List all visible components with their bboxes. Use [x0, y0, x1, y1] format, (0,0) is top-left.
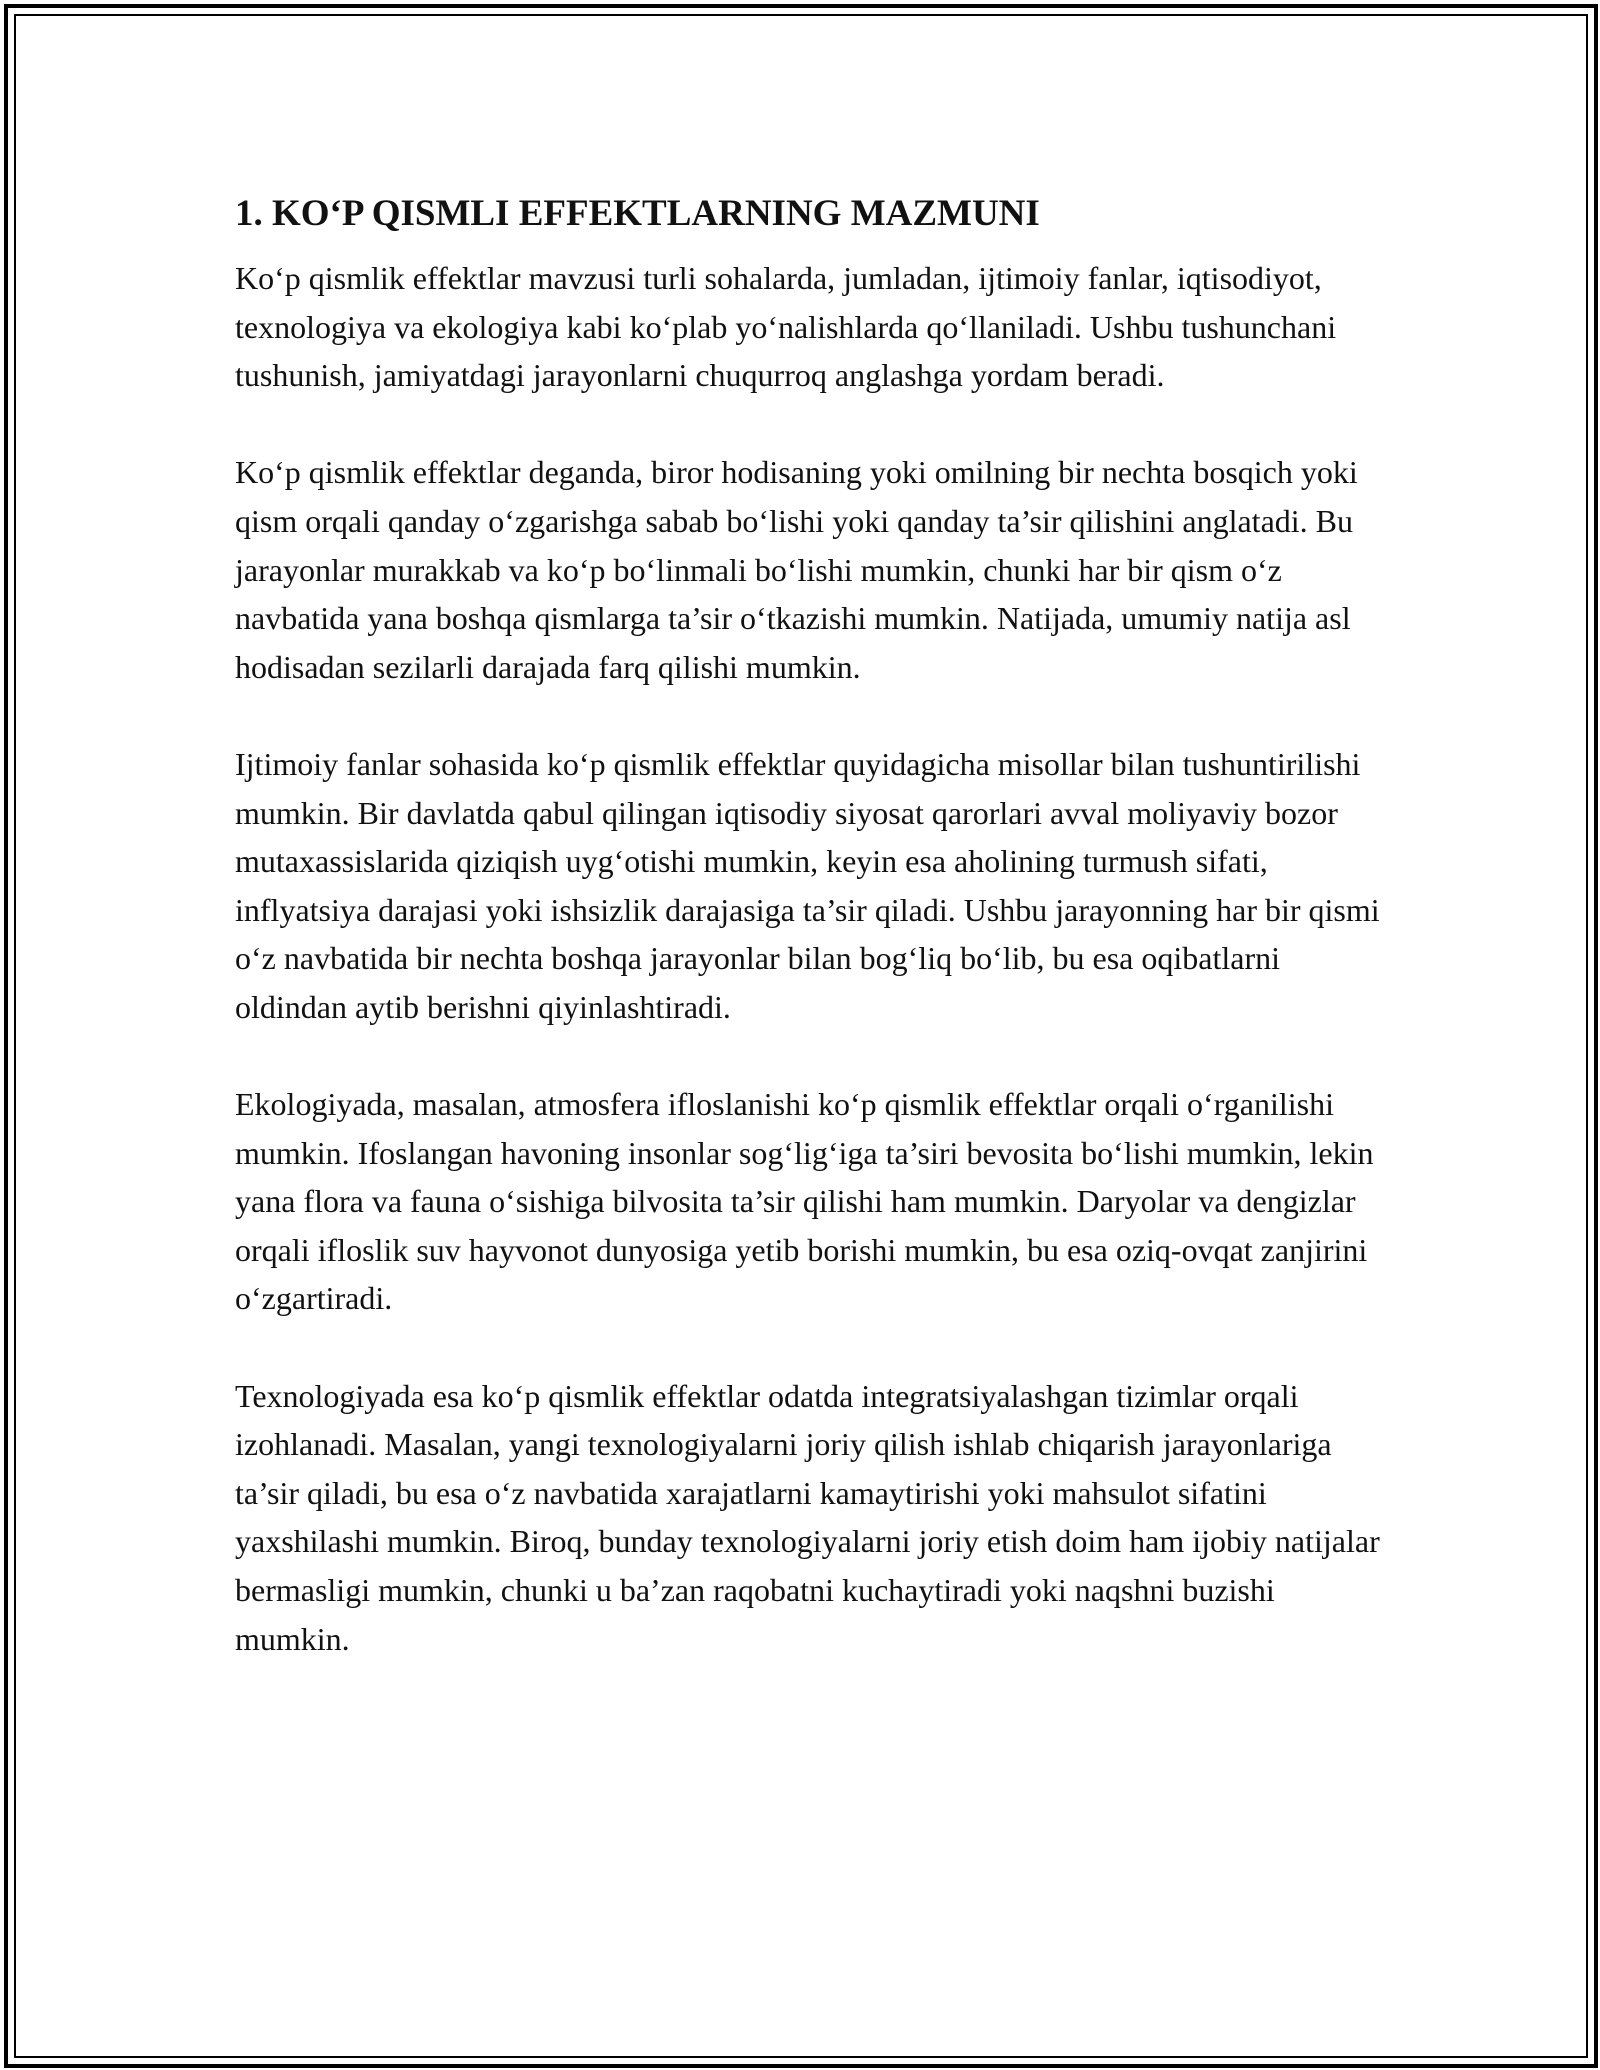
- paragraph-1: Ko‘p qismlik effektlar mavzusi turli sohalarda, jumladan, ijtimoiy fanlar, iqtisodiyot, texnologiya va ekologiya kabi ko‘plab yo‘nalishlarda qo‘llaniladi. Ushbu tushunchani tushunish, jamiyatdagi jarayonlarni chuqurroq anglashga yordam beradi.: [235, 260, 1337, 394]
- paragraph-5: Texnologiyada esa ko‘p qismlik effektlar odatda integratsiyalashgan tizimlar orqali izohlanadi. Masalan, yangi texnologiyalarni joriy qilish ishlab chiqarish jarayonlariga ta’sir qiladi, bu esa o‘z navbatida xarajatlarni kamaytirishi yoki mahsulot sifatini yaxshilashi mumkin. Biroq, bunday texnologiyalarni joriy etish doim ham ijobiy natijalar bermasligi mumkin, chunki u ba’zan raqobatni kuchaytiradi yoki naqshni buzishi mumkin.: [235, 1377, 1380, 1657]
- paragraph-3: Ijtimoiy fanlar sohasida ko‘p qismlik effektlar quyidagicha misollar bilan tushuntirilishi mumkin. Bir davlatda qabul qilingan iqtisodiy siyosat qarorlari avval moliyaviy bozor mutaxassislarida qiziqish uyg‘otishi mumkin, keyin esa aholining turmush sifati, inflyatsiya darajasi yoki ishsizlik darajasiga ta’sir qiladi. Ushbu jarayonning har bir qismi o‘z navbatida bir nechta boshqa jarayonlar bilan bog‘liq bo‘lib, bu esa oqibatlarni oldindan aytib berishni qiyinlashtiradi.: [235, 745, 1380, 1025]
- section-heading: 1. KO‘P QISMLI EFFEKTLARNING MAZMUNI: [235, 193, 1040, 234]
- paragraph-2: Ko‘p qismlik effektlar deganda, biror hodisaning yoki omilning bir nechta bosqich yoki qism orqali qanday o‘zgarishga sabab bo‘lishi yoki qanday ta’sir qilishini anglatadi. Bu jarayonlar murakkab va ko‘p bo‘linmali bo‘lishi mumkin, chunki har bir qism o‘z navbatida yana boshqa qismlarga ta’sir o‘tkazishi mumkin. Natijada, umumiy natija asl hodisadan sezilarli darajada farq qilishi mumkin.: [235, 454, 1358, 685]
- paragraph-4: Ekologiyada, masalan, atmosfera ifloslanishi ko‘p qismlik effektlar orqali o‘rganilishi mumkin. Ifoslangan havoning insonlar sog‘lig‘iga ta’siri bevosita bo‘lishi mumkin, lekin yana flora va fauna o‘sishiga bilvosita ta’sir qilishi ham mumkin. Daryolar va dengizlar orqali ifloslik suv hayvonot dunyosiga yetib borishi mumkin, bu esa oziq-ovqat zanjirini o‘zgartiradi.: [235, 1086, 1374, 1317]
- document-body: [235, 188, 1385, 1712]
